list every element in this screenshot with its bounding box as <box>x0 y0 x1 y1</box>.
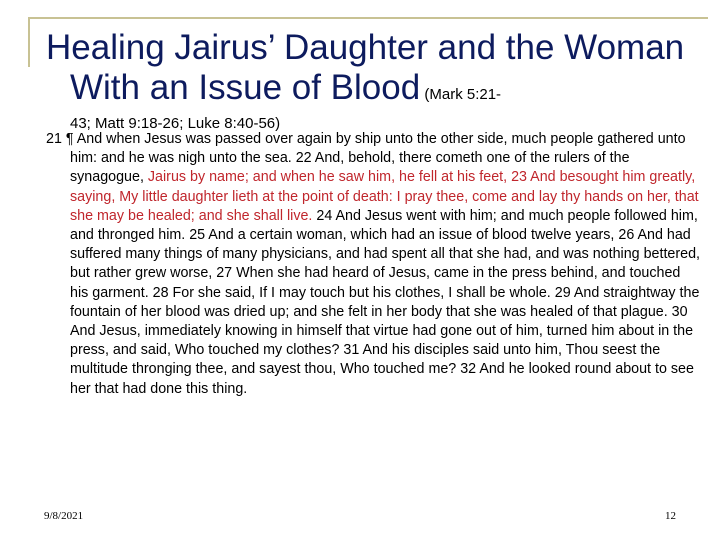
passage-segment-highlight: Jairus by name; and when he saw him, he fell at his feet, 23 And besought him greatly, saying, My little daughter lieth at the point of death: I pray thee, come and lay thy hands on her, that she may be healed; and she shall live. <box>70 169 699 224</box>
page-number: 12 <box>665 510 676 522</box>
accent-line-vertical <box>28 17 30 67</box>
scripture-passage <box>46 130 702 399</box>
title-main: Healing Jairus’ Daughter and the Woman With an Issue of Blood <box>46 28 685 107</box>
slide-title <box>46 28 720 133</box>
title-reference-start: (Mark 5:21- <box>420 86 502 103</box>
passage-segment-1: And when Jesus was passed over again by ship unto the other side, much people gathered unto him: and he was nigh unto the sea. 22 And, behold, there cometh one of the rulers of the synagogue, <box>70 131 686 186</box>
footer-date: 9/8/2021 <box>44 510 84 522</box>
passage-segment-3: 24 And Jesus went with him; and much people followed him, and thronged him. 25 And a certain woman, which had an issue of blood twelve years, 26 And had suffered many things of many physicians, and had spent all that she had, and was nothing bettered, but rather grew worse, 27 When she had heard of Jesus, came in the press behind, and touched his garment. 28 For she said, If I may touch but his clothes, I shall be whole. 29 And straightway the fountain of her blood was dried up; and she felt in her body that she was healed of that plague. 30 And Jesus, immediately knowing in himself that virtue had gone out of him, turned him about in the press, and said, Who touched my clothes? 31 And his disciples said unto him, Thou seest the multitude thronging thee, and sayest thou, Who touched me? 32 And he looked round about to see her that had done this thing. <box>70 207 700 397</box>
verse-number: 21 ¶ <box>46 131 74 147</box>
title-reference-end: 43; Matt 9:18-26; Luke 8:40-56) <box>70 115 281 132</box>
accent-line-horizontal <box>28 17 708 19</box>
